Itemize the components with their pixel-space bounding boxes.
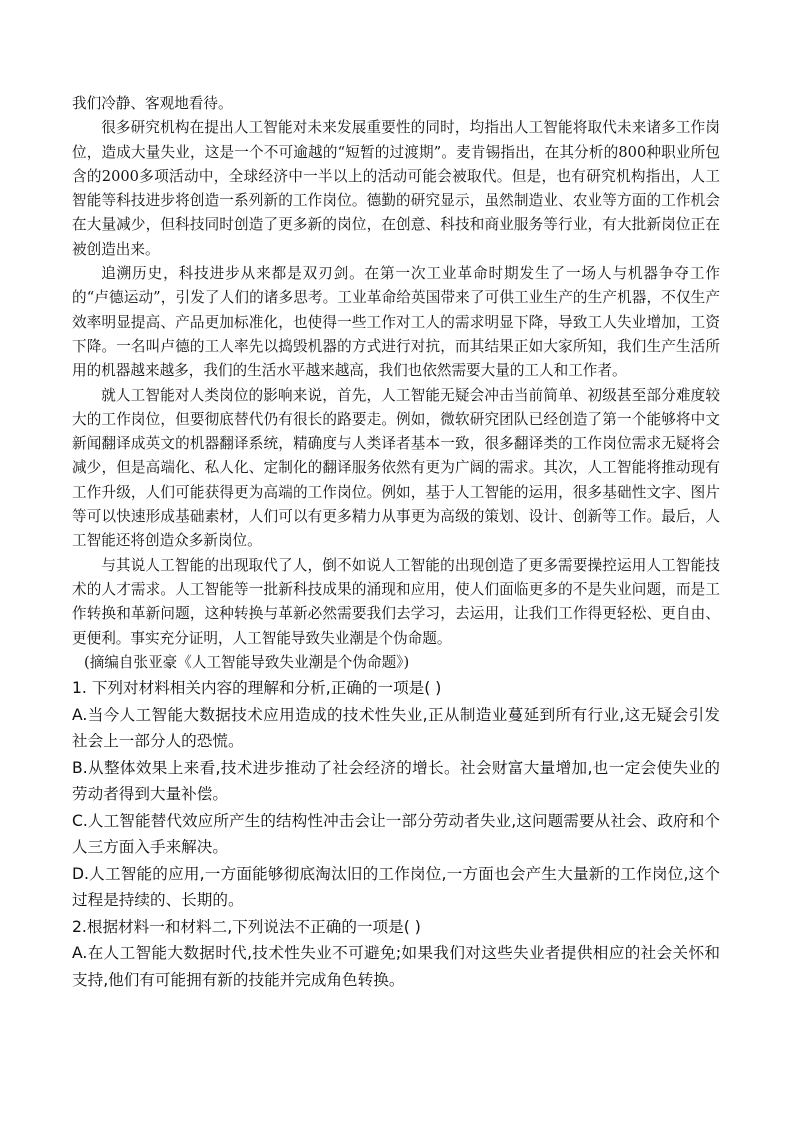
passage-paragraph: 就人工智能对人类岗位的影响来说，首先，人工智能无疑会冲击当前简单、初级甚至部分难度较大的工作岗位，但要彻底替代仍有很长的路要走。例如，微软研究团队已经创造了第一个能够将中文新闻翻译成英文的机器翻译系统，精确度与人类译者基本一致，很多翻译类的工作岗位需求无疑将会减少，但是高端化、私人化、定制化的翻译服务依然有更为广阔的需求。其次，人工智能将推动现有工作升级，人们可能获得更为高端的工作岗位。例如，基于人工智能的运用，很多基础性文字、图片等可以快速形成基础素材，人们可以有更多精力从事更为高级的策划、设计、创新等工作。最后，人工智能还将创造众多新岗位。: [72, 386, 720, 550]
passage-source: (摘编自张亚豪《人工智能导致失业潮是个伪命题》): [84, 653, 410, 671]
question-1-option-a: A.当今人工智能大数据技术应用造成的技术性失业,正从制造业蔓延到所有行业,这无疑会引发社会上一部分人的恐慌。: [72, 705, 720, 751]
passage-paragraph: 追溯历史，科技进步从来都是双刃剑。在第一次工业革命时期发生了一场人与机器争夺工作的“卢德运动”，引发了人们的诸多思考。工业革命给英国带来了可供工业生产的生产机器，不仅生产效率明显提高、产品更加标准化，也使得一些工作对工人的需求明显下降，导致工人失业增加，工资下降。一名叫卢德的工人率先以捣毁机器的方式进行对抗，而其结果正如大家所知，我们生产生活所用的机器越来越多，我们的生活水平越来越高，我们也依然需要大量的工人和工作者。: [72, 265, 720, 380]
question-1-option-c: C.人工智能替代效应所产生的结构性冲击会让一部分劳动者失业,这问题需要从社会、政府和个人三方面入手来解决。: [72, 811, 720, 857]
question-1-option-b: B.从整体效果上来看,技术进步推动了社会经济的增长。社会财富大量增加,也一定会使失业的劳动者得到大量补偿。: [72, 758, 720, 804]
question-2-stem: 2.根据材料一和材料二,下列说法不正确的一项是( ): [72, 917, 421, 936]
passage-paragraph: 我们冷静、客观地看待。: [72, 95, 233, 112]
question-1-option-d: D.人工智能的应用,一方面能够彻底淘汰旧的工作岗位,一方面也会产生大量新的工作岗位,这个过程是持续的、长期的。: [72, 864, 720, 910]
document-page: [72, 92, 720, 993]
passage-paragraph: 很多研究机构在提出人工智能对未来发展重要性的同时，均指出人工智能将取代未来诸多工作岗位，造成大量失业，这是一个不可逾越的“短暂的过渡期”。麦肯锡指出，在其分析的800种职业所包含的2000多项活动中，全球经济中一半以上的活动可能会被取代。但是，也有研究机构指出，人工智能等科技进步将创造一系列新的工作岗位。德勤的研究显示，虽然制造业、农业等方面的工作机会在大量减少，但科技同时创造了更多新的岗位，在创意、科技和商业服务等行业，有大批新岗位正在被创造出来。: [72, 119, 720, 258]
question-1-stem: 1. 下列对材料相关内容的理解和分析,正确的一项是( ): [72, 679, 442, 698]
question-2-option-a: A.在人工智能大数据时代,技术性失业不可避免;如果我们对这些失业者提供相应的社会关怀和支持,他们有可能拥有新的技能并完成角色转换。: [72, 944, 720, 989]
passage-paragraph: 与其说人工智能的出现取代了人，倒不如说人工智能的出现创造了更多需要操控运用人工智能技术的人才需求。人工智能等一批新科技成果的涌现和应用，使人们面临更多的不是失业问题，而是工作转换和革新问题，这种转换与革新必然需要我们去学习，去运用，让我们工作得更轻松、更自由、更便利。事实充分证明，人工智能导致失业潮是个伪命题。: [72, 556, 720, 647]
